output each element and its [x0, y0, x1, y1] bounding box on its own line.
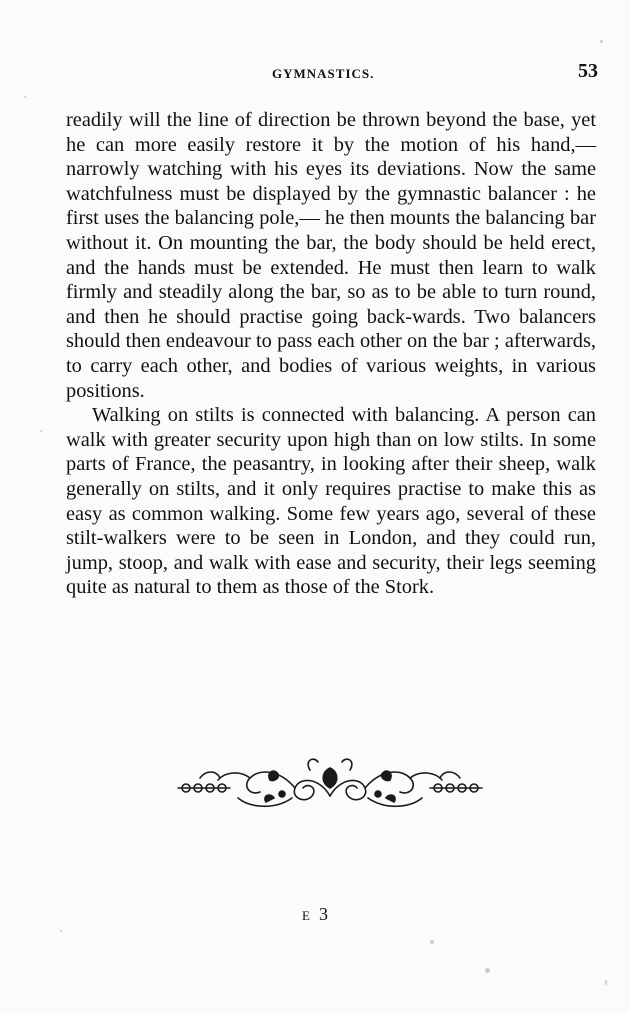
paragraph-2: Walking on stilts is connected with balancing. A person can walk with greater security upon high than on low stilts. In some parts of France, the peasantry, in looking after their sheep, walk generally on stilts, and it only requires practise to make this as easy as common walking. Some few years ago, several of these stilt-walkers were to be seen in London, and they could run, jump, stoop, and walk with ease and security, their legs seeming quite as natural to them as those of the Stork. [66, 404, 596, 599]
paper-speck [485, 968, 490, 973]
paper-speck [600, 40, 603, 43]
paper-speck [605, 980, 607, 985]
paper-speck [430, 940, 434, 944]
floral-tailpiece-icon [170, 748, 490, 818]
running-title: GYMNASTICS. [272, 66, 375, 81]
running-head [0, 60, 630, 90]
signature-letter: E [302, 908, 311, 923]
paragraph-1: readily will the line of direction be thrown beyond the base, yet he can more easily restore it by the motion of his hand,—narrowly watching with his eyes its deviations. Now the same watchfulness must be displayed by the gymnastic balancer : he first uses the balancing pole,— he then mounts the balancing bar without it. On mounting the bar, the body should be held erect, and the hands must be extended. He must then learn to walk firmly and steadily along the bar, so as to be able to turn round, and then he should practise going back-wards. Two balancers should then endeavour to pass each other on the bar ; afterwards, to carry each other, and bodies of various weights, in various positions. [66, 109, 596, 402]
paper-speck [60, 930, 62, 932]
signature-number: 3 [318, 904, 328, 924]
signature-mark [0, 904, 630, 925]
paper-speck [40, 430, 42, 432]
paper-speck [24, 96, 26, 98]
body-text [66, 108, 596, 600]
page-number: 53 [578, 60, 598, 82]
